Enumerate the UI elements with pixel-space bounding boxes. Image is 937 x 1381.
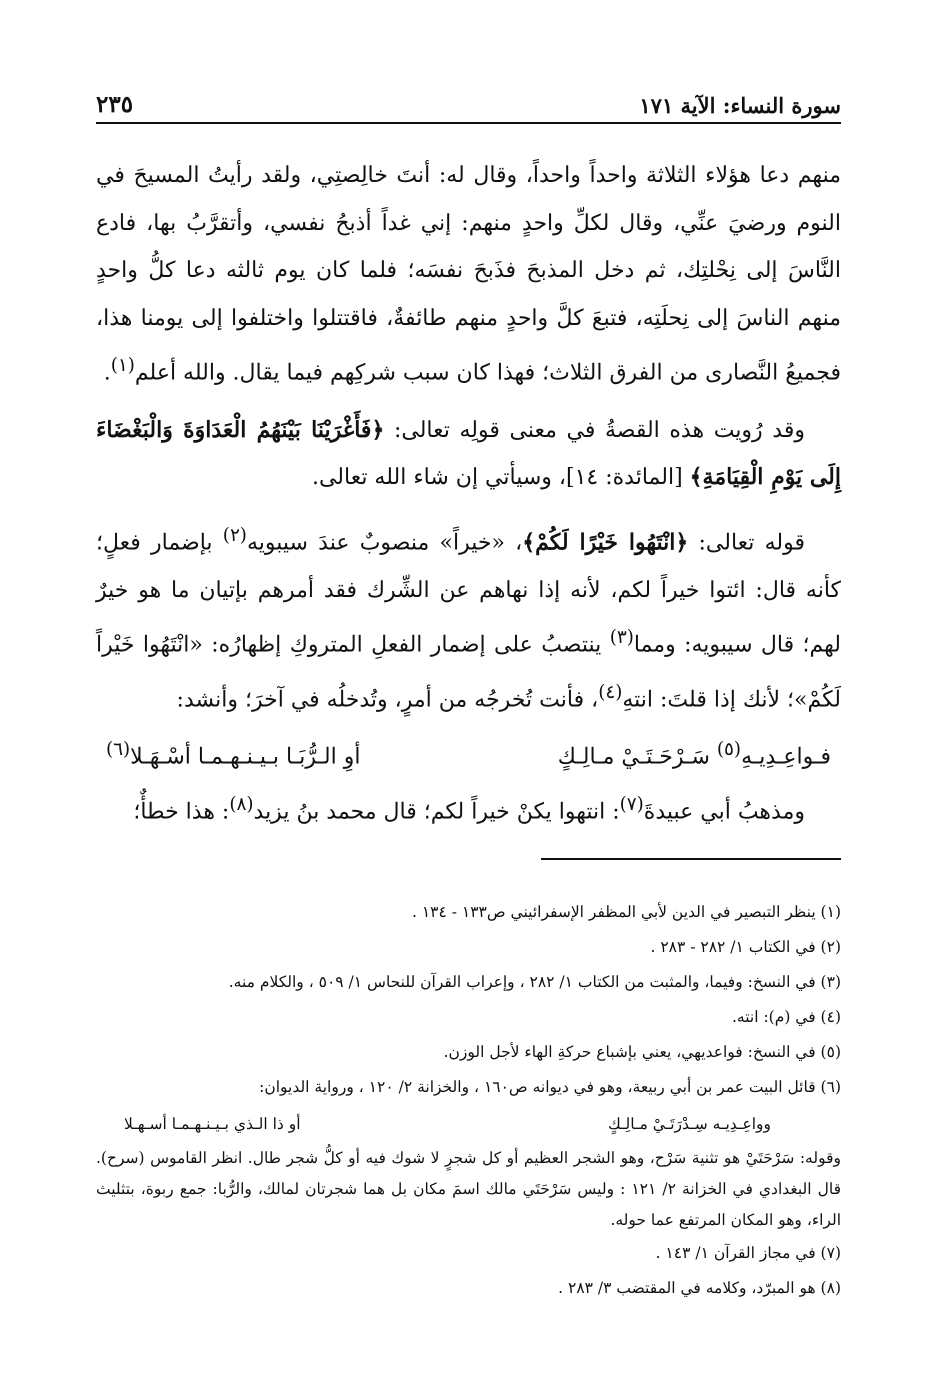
page-header [96,84,841,124]
footnote: (١) ينظر التبصير في الدين لأبي المظفر الإسفرائيني ص١٣٣ - ١٣٤ . [411,903,841,921]
poem-hemistich-left: أو ذا الـذي بـيـنـهـمـا أسـهـلا [124,1115,301,1133]
footnote-ref[interactable]: (٢) [222,524,247,546]
main-text [96,152,841,835]
poem-hemistich-right: وواعِـدِيـه سِـدْرَتَـيْ مـالِـكٍ [607,1115,771,1133]
footnote: (٦) قائل البيت عمر بن أبي ربيعة، وهو في ديوانه ص١٦٠ ، والخزانة ٢/ ١٢٠ ، ورواية الديوان: [259,1078,841,1096]
footnote-ref[interactable]: (٦) [106,738,131,760]
running-title: سورة النساء: الآية ١٧١ [639,93,841,118]
paragraph: منهم دعا هؤلاء الثلاثة واحداً واحداً، وقال له: أنتَ خالِصتِي، ولقد رأيتُ المسيحَ في النوم ورضيَ عنِّي، وقال لكلِّ واحدٍ منهم: إني غداً أذبحُ نفسي، وأتقرَّبُ بها، فادع النَّاسَ إلى نِحْلتِك، ثم دخل المذبحَ فذَبحَ نفسَه؛ فلما كان يوم ثالثه دعا كلُّ واحدٍ منهم الناسَ إلى نِحلَتِه، فتبعَ كلَّ واحدٍ منهم طائفةٌ، فاقتتلوا واختلفوا إلى يومنا هذا، فجميعُ النَّصارى من الفرق الثلاث؛ فهذا كان سبب شركِهم فيما يقال. والله أعلم$^{(١)}$. [96,163,841,386]
footnote: (٥) في النسخ: فواعديهي، يعني بإشباع حركةِ الهاء لأجل الوزن. [443,1043,841,1061]
footnote: (٧) في مجاز القرآن ١/ ١٤٣ . [655,1244,841,1262]
footnote-ref[interactable]: (١) [110,355,135,376]
footnote-ref[interactable]: (٥) [716,738,742,760]
footnote-poem [96,1105,841,1143]
paragraph: قوله تعالى: ﴿انْتَهُوا خَيْرًا لَكُمْ﴾، «خيراً» منصوبٌ عندَ سيبويه$^{(٢)}$ بإضمار فعلٍ؛ كأنه قال: ائتوا خيراً لكم، لأنه إذا نهاهم عن الشِّرك فقد أمرهم بإتيان ما هو خيرٌ لهم؛ قال سيبويه: ومما$^{(٣)}$ ينتصبُ على إضمار الفعلِ المتروكِ إظهارُه: «انْتَهُوا خَيْراً لَكُمْ»؛ لأنك إذا قلتَ: انتهِ$^{(٤)}$، فأنت تُخرجُه من أمرٍ، وتُدخلُه في آخرَ؛ وأنشد: [96,524,841,713]
footnote: (٢) في الكتاب ١/ ٢٨٢ - ٢٨٣ . [650,938,841,956]
quran-verse: ﴿انْتَهُوا خَيْرًا لَكُمْ﴾ [522,529,689,556]
footnote: (٨) هو المبرّد، وكلامه في المقتضب ٣/ ٢٨٣ . [558,1279,841,1297]
footnote: (٤) في (م): انته. [732,1008,841,1026]
quran-verse: ﴿فَأَغْرَيْنَا بَيْنَهُمُ الْعَدَاوَةَ وَالْبَغْضَاءَ إِلَى يَوْمِ الْقِيَامَةِ﴾ [96,416,841,491]
footnote: (٣) في النسخ: وفيما، والمثبت من الكتاب ١/ ٢٨٢ ، وإعراب القرآن للنحاس ١/ ٥٠٩ ، والكلام منه. [228,973,841,991]
paragraph: ومذهبُ أبي عبيدةَ$^{(٧)}$: انتهوا يكنْ خيراً لكم؛ قال محمد بنُ يزيد$^{(٨)}$: هذا خطأٌ؛ [133,793,805,824]
footnote-separator [541,858,841,860]
footnote-ref[interactable]: (٧) [619,793,644,815]
footnote-ref[interactable]: (٤) [598,681,623,703]
poem-verse [96,726,841,781]
footnote-ref[interactable]: (٨) [229,793,254,815]
poem-hemistich-left: أوِ الـرُّبَـا بـيـنـهـمـا أسْـهَـلا$^{(٦)}$ [106,738,361,770]
footnote-continuation: وقوله: سَرْحَتَيْ هو تثنية سَرْح، وهو الشجر العظيم أو كل شجرٍ لا شوك فيه أو كلُّ شجر طال. انظر القاموس (سرح). قال البغدادي في الخزانة ٢/ ١٢١ : وليس سَرْحَتَي مالك اسمَ مكان بل هما شجرتان لمالك، والرُّبا: جمع ربوة، بتثليث الراء، وهو المكان المرتفع عما حوله. [96,1149,841,1229]
paragraph: وقد رُويت هذه القصةُ في معنى قولِه تعالى: ﴿فَأَغْرَيْنَا بَيْنَهُمُ الْعَدَاوَةَ وَالْبَغْضَاءَ إِلَى يَوْمِ الْقِيَامَةِ﴾ [المائدة: ١٤]، وسيأتي إن شاء الله تعالى. [96,416,841,491]
poem-hemistich-right: فـواعِـدِيـهِ$^{(٥)}$ سَـرْحَـتَـيْ مـالِـكٍ [557,738,831,770]
footnotes [96,895,841,1306]
footnote-ref[interactable]: (٣) [609,627,634,649]
page-number: ٢٣٥ [96,91,134,118]
